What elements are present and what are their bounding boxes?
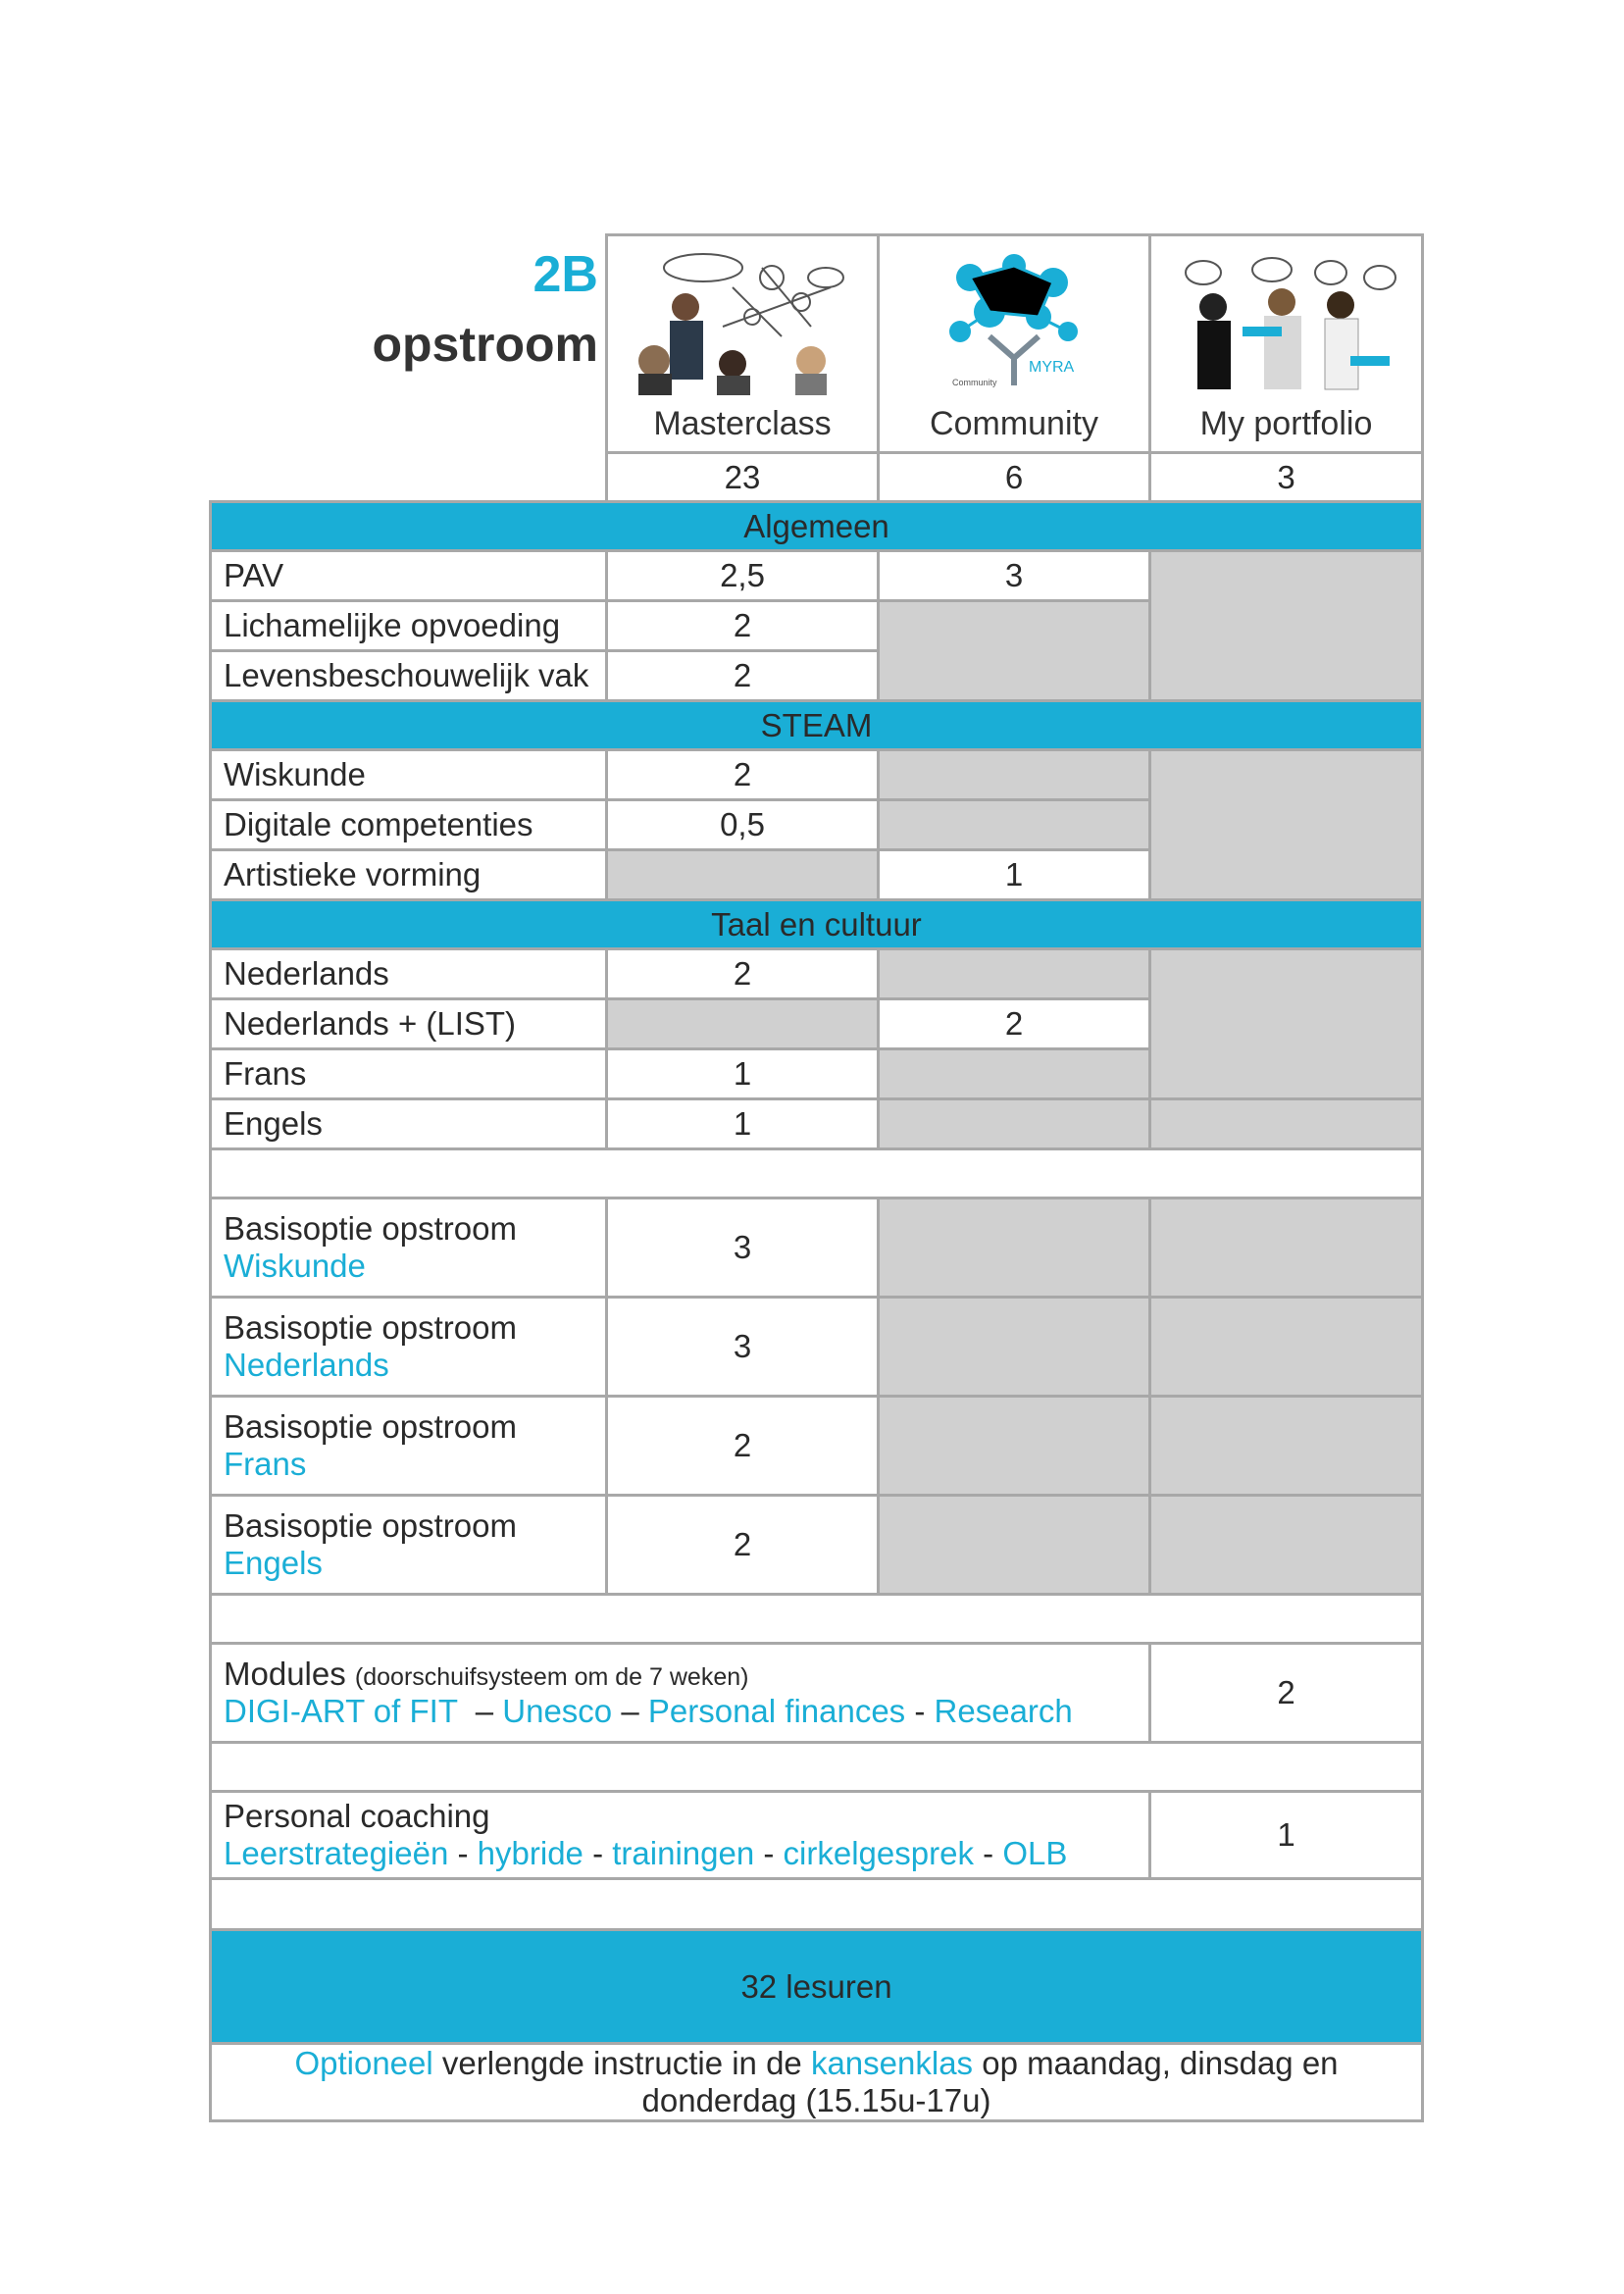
digitale-masterclass: 0,5 [607, 800, 879, 850]
pav-masterclass: 2,5 [607, 551, 879, 601]
engels-portfolio-empty [1150, 1099, 1423, 1149]
class-code: 2B [533, 246, 598, 303]
community-logo-subtext: Community [952, 378, 997, 387]
subject-digitale-competenties: Digitale competenties [211, 800, 607, 850]
module-personal-finances: Personal finances [647, 1693, 906, 1729]
subject-pav: PAV [211, 551, 607, 601]
masterclass-label: Masterclass [653, 405, 832, 442]
spacer-row [211, 1595, 1423, 1644]
frans-community-empty [879, 1049, 1150, 1099]
community-logo-text: MYRA [1029, 359, 1075, 376]
community-label: Community [930, 405, 1098, 442]
wiskunde-masterclass: 2 [607, 750, 879, 800]
class-subtitle: opstroom [372, 317, 598, 372]
modules-hours: 2 [1150, 1644, 1423, 1743]
subject-lichamelijke-opvoeding: Lichamelijke opvoeding [211, 601, 607, 651]
nederlands-masterclass: 2 [607, 949, 879, 999]
nederlands-list-community: 2 [879, 999, 1150, 1049]
basisoptie-wiskunde-hours: 3 [607, 1198, 879, 1298]
subject-engels: Engels [211, 1099, 607, 1149]
community-tree-logo-icon [931, 248, 1097, 395]
masterclass-column-header [607, 235, 879, 453]
subject-artistieke-vorming: Artistieke vorming [211, 850, 607, 900]
modules-cell: Modules (doorschuifsysteem om de 7 weken) DIGI-ART of FIT – Unesco – Personal finances - Research [211, 1644, 1150, 1743]
section-header-taal: Taal en cultuur [211, 900, 1423, 949]
algemeen-portfolio-empty [1150, 551, 1423, 701]
portfolio-label: My portfolio [1199, 405, 1373, 442]
modules-note: (doorschuifsysteem om de 7 weken) [354, 1663, 749, 1691]
artistieke-community: 1 [879, 850, 1150, 900]
lo-masterclass: 2 [607, 601, 879, 651]
subject-nederlands: Nederlands [211, 949, 607, 999]
modules-label: Modules [224, 1656, 346, 1692]
digitale-community-empty [879, 800, 1150, 850]
masterclass-hours: 23 [607, 453, 879, 502]
engels-community-empty [879, 1099, 1150, 1149]
footer-note: Optioneel verlengde instructie in de kansenklas op maandag, dinsdag en donderdag (15.15u-17u) [211, 2044, 1423, 2121]
community-column-header [879, 235, 1150, 453]
engels-masterclass: 1 [607, 1099, 879, 1149]
coaching-label: Personal coaching [224, 1798, 490, 1834]
basisoptie-engels: Basisoptie opstroom Engels [211, 1496, 607, 1595]
basisoptie-wiskunde: Basisoptie opstroom Wiskunde [211, 1198, 607, 1298]
section-header-steam: STEAM [211, 701, 1423, 750]
portfolio-hours: 3 [1150, 453, 1423, 502]
subject-frans: Frans [211, 1049, 607, 1099]
spacer-row [211, 1879, 1423, 1930]
section-header-algemeen: Algemeen [211, 502, 1423, 551]
portfolio-column-header [1150, 235, 1423, 453]
module-unesco: Unesco [502, 1693, 613, 1729]
module-digi-art: DIGI-ART of FIT [224, 1693, 458, 1729]
subject-nederlands-list: Nederlands + (LIST) [211, 999, 607, 1049]
steam-portfolio-empty [1150, 750, 1423, 900]
basisoptie-frans-hours: 2 [607, 1397, 879, 1496]
basisoptie-nederlands: Basisoptie opstroom Nederlands [211, 1298, 607, 1397]
frans-masterclass: 1 [607, 1049, 879, 1099]
masterclass-photo-icon [634, 248, 850, 395]
subject-levensbeschouwelijk-vak: Levensbeschouwelijk vak [211, 651, 607, 701]
algemeen-community-empty [879, 601, 1150, 701]
nederlands-list-masterclass-empty [607, 999, 879, 1049]
coaching-cell: Personal coaching Leerstrategieën - hybride - trainingen - cirkelgesprek - OLB [211, 1792, 1150, 1879]
taal-portfolio-empty [1150, 949, 1423, 1099]
nederlands-community-empty [879, 949, 1150, 999]
coaching-hours: 1 [1150, 1792, 1423, 1879]
community-hours: 6 [879, 453, 1150, 502]
subject-wiskunde: Wiskunde [211, 750, 607, 800]
total-hours: 32 lesuren [211, 1930, 1423, 2044]
basisoptie-nederlands-hours: 3 [607, 1298, 879, 1397]
lv-masterclass: 2 [607, 651, 879, 701]
basisoptie-frans: Basisoptie opstroom Frans [211, 1397, 607, 1496]
spacer-row [211, 1743, 1423, 1792]
spacer-row [211, 1149, 1423, 1198]
module-research: Research [934, 1693, 1073, 1729]
pav-community: 3 [879, 551, 1150, 601]
artistieke-masterclass-empty [607, 850, 879, 900]
timetable [209, 233, 1424, 2122]
wiskunde-community-empty [879, 750, 1150, 800]
portfolio-photo-icon [1174, 248, 1399, 395]
basisoptie-engels-hours: 2 [607, 1496, 879, 1595]
